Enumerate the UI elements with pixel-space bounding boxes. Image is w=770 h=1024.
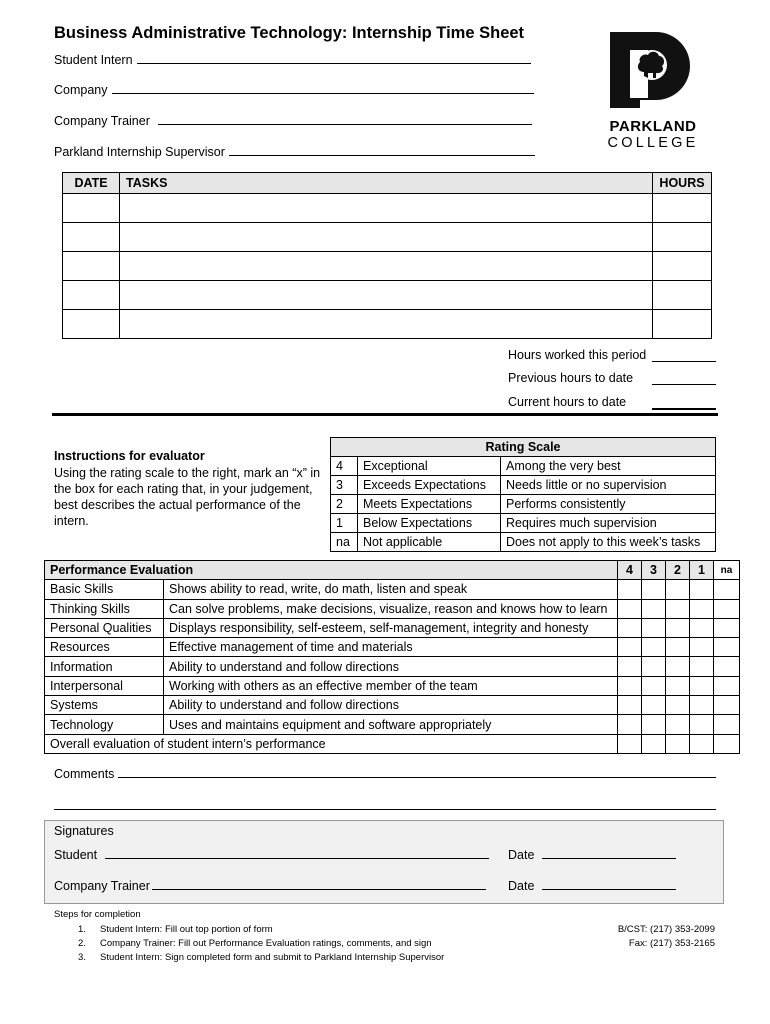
score-box[interactable] bbox=[642, 676, 666, 695]
step-number: 3. bbox=[78, 952, 86, 963]
score-box[interactable] bbox=[618, 676, 642, 695]
skill-desc: Shows ability to read, write, do math, listen and speak bbox=[164, 580, 618, 599]
table-row bbox=[45, 580, 740, 599]
date-cell[interactable] bbox=[63, 310, 120, 339]
comments-label: Comments bbox=[54, 767, 115, 781]
signatures-heading: Signatures bbox=[54, 824, 114, 838]
score-box[interactable] bbox=[642, 715, 666, 734]
table-row bbox=[45, 618, 740, 637]
task-cell[interactable] bbox=[120, 252, 653, 281]
step-text: Student Intern: Fill out top portion of form bbox=[100, 924, 273, 935]
rating-label: Exceeds Expectations bbox=[358, 476, 501, 495]
task-row bbox=[63, 194, 712, 223]
skill-name: Personal Qualities bbox=[45, 618, 164, 637]
performance-heading: Performance Evaluation bbox=[45, 561, 618, 580]
score-box[interactable] bbox=[618, 618, 642, 637]
score-box[interactable] bbox=[714, 580, 740, 599]
score-box[interactable] bbox=[714, 618, 740, 637]
page-title: Business Administrative Technology: Internship Time Sheet bbox=[54, 24, 525, 42]
score-box[interactable] bbox=[690, 715, 714, 734]
steps-heading: Steps for completion bbox=[54, 909, 141, 920]
score-box[interactable] bbox=[618, 715, 642, 734]
score-box[interactable] bbox=[642, 599, 666, 618]
score-box[interactable] bbox=[690, 638, 714, 657]
logo-word-college: COLLEGE bbox=[607, 135, 699, 151]
score-box[interactable] bbox=[666, 734, 690, 753]
skill-name: Resources bbox=[45, 638, 164, 657]
company-trainer-label: Company Trainer bbox=[54, 114, 150, 128]
logo-word-parkland: PARKLAND bbox=[609, 118, 697, 135]
rating-label: Below Expectations bbox=[358, 514, 501, 533]
score-box[interactable] bbox=[642, 734, 666, 753]
task-cell[interactable] bbox=[120, 310, 653, 339]
company-label: Company bbox=[54, 83, 108, 97]
step-text: Student Intern: Sign completed form and submit to Parkland Internship Supervisor bbox=[100, 952, 445, 963]
skill-name: Interpersonal bbox=[45, 676, 164, 695]
table-row bbox=[45, 676, 740, 695]
skill-desc: Ability to understand and follow directions bbox=[164, 696, 618, 715]
score-box[interactable] bbox=[666, 676, 690, 695]
task-row bbox=[63, 281, 712, 310]
score-box[interactable] bbox=[690, 599, 714, 618]
skill-desc: Effective management of time and materials bbox=[164, 638, 618, 657]
skill-name: Thinking Skills bbox=[45, 599, 164, 618]
score-box[interactable] bbox=[642, 657, 666, 676]
step-text: Company Trainer: Fill out Performance Evaluation ratings, comments, and sign bbox=[100, 938, 432, 949]
task-row bbox=[63, 252, 712, 281]
rating-label: Meets Expectations bbox=[358, 495, 501, 514]
contact-phone: B/CST: (217) 353-2099 bbox=[617, 924, 715, 935]
trainer-signature-field[interactable] bbox=[54, 879, 486, 893]
rating-scale-heading: Rating Scale bbox=[331, 438, 716, 457]
skill-name: Basic Skills bbox=[45, 580, 164, 599]
table-row bbox=[45, 715, 740, 734]
score-box[interactable] bbox=[642, 580, 666, 599]
performance-table bbox=[44, 560, 740, 754]
skill-desc: Working with others as an effective member of the team bbox=[164, 676, 618, 695]
score-box[interactable] bbox=[690, 580, 714, 599]
student-intern-label: Student Intern bbox=[54, 53, 133, 67]
hours-current-label: Current hours to date bbox=[508, 395, 627, 409]
instructions-text: Using the rating scale to the right, mark an “x” in the box for each rating that, in your judgement, best describes the actual performance of the intern. bbox=[54, 466, 321, 528]
rating-code: 1 bbox=[331, 514, 358, 533]
score-box[interactable] bbox=[618, 734, 642, 753]
task-cell[interactable] bbox=[120, 281, 653, 310]
score-box[interactable] bbox=[690, 618, 714, 637]
comments-line[interactable] bbox=[54, 799, 716, 810]
supervisor-field[interactable] bbox=[54, 145, 535, 159]
rating-desc: Performs consistently bbox=[501, 495, 716, 514]
score-box[interactable] bbox=[714, 734, 740, 753]
skill-desc: Can solve problems, make decisions, visualize, reason and knows how to learn bbox=[164, 599, 618, 618]
table-row bbox=[45, 657, 740, 676]
hours-header: HOURS bbox=[653, 173, 712, 194]
tasks-table bbox=[62, 172, 712, 339]
skill-name: Technology bbox=[45, 715, 164, 734]
contact-fax: Fax: (217) 353-2165 bbox=[628, 938, 715, 949]
student-intern-field[interactable] bbox=[54, 53, 531, 67]
rating-code: 4 bbox=[331, 457, 358, 476]
task-cell[interactable] bbox=[120, 194, 653, 223]
skill-name: Systems bbox=[45, 696, 164, 715]
score-box[interactable] bbox=[618, 599, 642, 618]
score-box[interactable] bbox=[666, 618, 690, 637]
date-cell[interactable] bbox=[63, 281, 120, 310]
hours-cell[interactable] bbox=[653, 223, 712, 252]
score-box[interactable] bbox=[666, 599, 690, 618]
step-number: 2. bbox=[78, 938, 86, 949]
skill-name: Information bbox=[45, 657, 164, 676]
score-box[interactable] bbox=[642, 638, 666, 657]
section-divider bbox=[52, 413, 718, 416]
rating-code: 2 bbox=[331, 495, 358, 514]
score-box[interactable] bbox=[666, 638, 690, 657]
score-box[interactable] bbox=[714, 696, 740, 715]
table-row bbox=[45, 638, 740, 657]
rating-desc: Does not apply to this week’s tasks bbox=[501, 533, 716, 552]
score-header: 4 bbox=[618, 561, 642, 580]
hours-period-input[interactable] bbox=[652, 349, 716, 362]
task-cell[interactable] bbox=[120, 223, 653, 252]
supervisor-label: Parkland Internship Supervisor bbox=[54, 145, 225, 159]
hours-cell[interactable] bbox=[653, 194, 712, 223]
score-box[interactable] bbox=[666, 580, 690, 599]
hours-previous-input[interactable] bbox=[652, 372, 716, 385]
score-box[interactable] bbox=[666, 696, 690, 715]
rating-label: Exceptional bbox=[358, 457, 501, 476]
task-row bbox=[63, 223, 712, 252]
score-header: 3 bbox=[642, 561, 666, 580]
rating-label: Not applicable bbox=[358, 533, 501, 552]
trainer-date-field[interactable] bbox=[508, 879, 676, 893]
score-box[interactable] bbox=[714, 638, 740, 657]
comments-field[interactable] bbox=[54, 767, 716, 781]
score-box[interactable] bbox=[690, 657, 714, 676]
score-box[interactable] bbox=[714, 599, 740, 618]
hours-cell[interactable] bbox=[653, 310, 712, 339]
student-date-label: Date bbox=[508, 848, 535, 862]
score-header: 1 bbox=[690, 561, 714, 580]
skill-desc: Displays responsibility, self-esteem, self-management, integrity and honesty bbox=[164, 618, 618, 637]
date-cell[interactable] bbox=[63, 252, 120, 281]
table-row bbox=[45, 696, 740, 715]
score-box[interactable] bbox=[666, 715, 690, 734]
student-signature-field[interactable] bbox=[54, 848, 489, 862]
score-box[interactable] bbox=[690, 696, 714, 715]
skill-desc: Uses and maintains equipment and software appropriately bbox=[164, 715, 618, 734]
skill-desc: Ability to understand and follow directions bbox=[164, 657, 618, 676]
rating-desc: Needs little or no supervision bbox=[501, 476, 716, 495]
hours-previous-label: Previous hours to date bbox=[508, 371, 634, 385]
score-box[interactable] bbox=[690, 676, 714, 695]
student-signature-label: Student bbox=[54, 848, 98, 862]
score-box[interactable] bbox=[666, 657, 690, 676]
score-header-na: na bbox=[714, 561, 740, 580]
date-cell[interactable] bbox=[63, 223, 120, 252]
score-box[interactable] bbox=[642, 618, 666, 637]
company-field[interactable] bbox=[54, 83, 534, 97]
score-box[interactable] bbox=[642, 696, 666, 715]
instructions-heading: Instructions for evaluator bbox=[54, 449, 205, 463]
trainer-signature-label: Company Trainer bbox=[54, 879, 150, 893]
hours-cell[interactable] bbox=[653, 281, 712, 310]
score-box[interactable] bbox=[690, 734, 714, 753]
rating-code: 3 bbox=[331, 476, 358, 495]
score-box[interactable] bbox=[618, 638, 642, 657]
task-row bbox=[63, 310, 712, 339]
score-header: 2 bbox=[666, 561, 690, 580]
score-box[interactable] bbox=[618, 580, 642, 599]
score-box[interactable] bbox=[618, 696, 642, 715]
tasks-header: TASKS bbox=[120, 173, 653, 194]
company-trainer-field[interactable] bbox=[54, 114, 532, 128]
overall-evaluation-label: Overall evaluation of student intern’s performance bbox=[45, 734, 618, 753]
hours-current-input[interactable] bbox=[652, 396, 716, 410]
step-number: 1. bbox=[78, 924, 86, 935]
student-date-field[interactable] bbox=[508, 848, 676, 862]
rating-desc: Among the very best bbox=[501, 457, 716, 476]
rating-scale-table bbox=[330, 437, 716, 552]
date-header: DATE bbox=[63, 173, 120, 194]
table-row bbox=[45, 734, 740, 753]
score-box[interactable] bbox=[618, 657, 642, 676]
trainer-date-label: Date bbox=[508, 879, 535, 893]
score-box[interactable] bbox=[714, 715, 740, 734]
rating-code: na bbox=[331, 533, 358, 552]
table-row bbox=[45, 599, 740, 618]
date-cell[interactable] bbox=[63, 194, 120, 223]
hours-period-label: Hours worked this period bbox=[508, 348, 647, 362]
score-box[interactable] bbox=[714, 657, 740, 676]
score-box[interactable] bbox=[714, 676, 740, 695]
rating-desc: Requires much supervision bbox=[501, 514, 716, 533]
hours-cell[interactable] bbox=[653, 252, 712, 281]
